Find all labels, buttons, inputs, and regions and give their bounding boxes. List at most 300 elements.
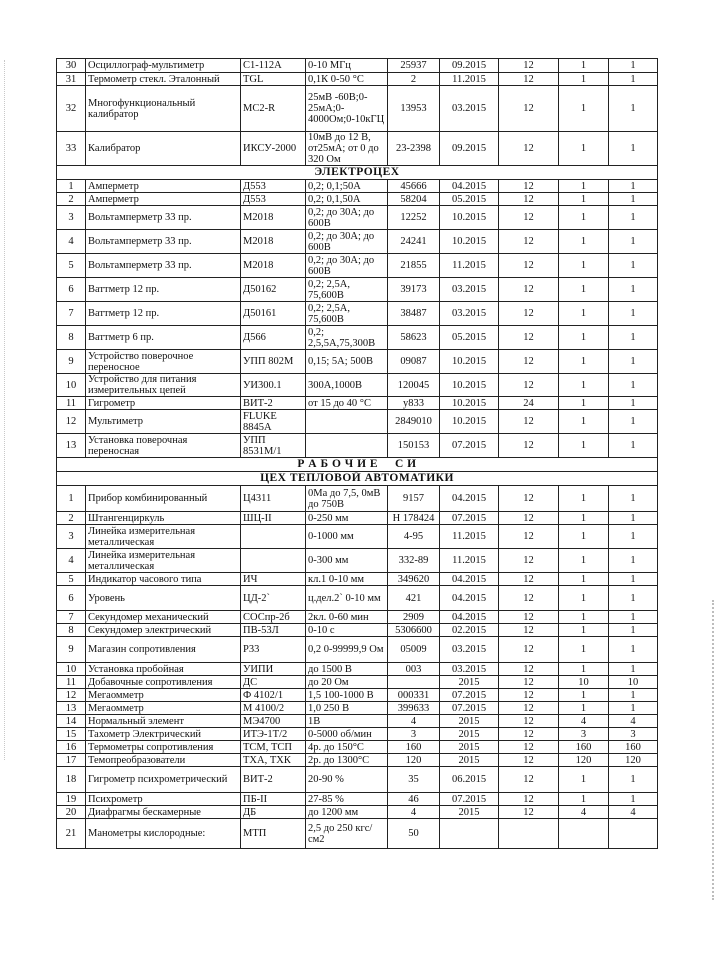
instrument-name: Линейка измерительная металлическая [86,525,241,549]
verification-date: 04.2015 [440,611,499,624]
interval-months [499,819,559,849]
measurement-range: 0,2; 2,5А, 75,600В [306,302,388,326]
table-row [57,486,658,512]
instrument-type: МТП [241,819,306,849]
table-row [57,374,658,397]
verification-date: 03.2015 [440,663,499,676]
instrument-type: ДБ [241,806,306,819]
measurement-range: 2,5 до 250 кгс/см2 [306,819,388,849]
table-row [57,326,658,350]
serial-number: 24241 [388,230,440,254]
instrument-name: Термометры сопротивления [86,741,241,754]
serial-number: 35 [388,767,440,793]
instrument-type: МЭ4700 [241,715,306,728]
measurement-range: 1,0 250 В [306,702,388,715]
interval-months: 12 [499,702,559,715]
quantity-a: 120 [559,754,609,767]
row-number: 8 [57,326,86,350]
table-row [57,793,658,806]
quantity-b: 4 [609,715,658,728]
instrument-type: ПБ-II [241,793,306,806]
measurement-range: 10мВ до 12 В, от25мА; от 0 до 320 Ом [306,132,388,166]
interval-months: 12 [499,73,559,86]
quantity-b: 3 [609,728,658,741]
interval-months: 12 [499,715,559,728]
interval-months: 12 [499,486,559,512]
quantity-a: 1 [559,611,609,624]
quantity-b: 4 [609,806,658,819]
interval-months: 12 [499,180,559,193]
table-row [57,806,658,819]
table-row [57,715,658,728]
measurement-range: 0,2; 2,5,5А,75,300В [306,326,388,350]
table-row [57,230,658,254]
interval-months: 12 [499,586,559,611]
quantity-b [609,819,658,849]
serial-number: 349620 [388,573,440,586]
measurement-range: от 15 до 40 °С [306,397,388,410]
row-number: 21 [57,819,86,849]
serial-number: 003 [388,663,440,676]
interval-months: 12 [499,806,559,819]
interval-months: 12 [499,689,559,702]
quantity-b: 160 [609,741,658,754]
row-number: 30 [57,59,86,73]
measurement-range: 0,2; до 30А; до 600В [306,206,388,230]
verification-date: 04.2015 [440,486,499,512]
quantity-a: 1 [559,193,609,206]
instrument-name: Мегаомметр [86,689,241,702]
table-row [57,193,658,206]
row-number: 32 [57,86,86,132]
row-number: 11 [57,397,86,410]
quantity-a: 1 [559,350,609,374]
quantity-a: 1 [559,86,609,132]
instrument-type: Ф 4102/1 [241,689,306,702]
verification-date: 03.2015 [440,86,499,132]
quantity-a: 1 [559,73,609,86]
interval-months: 12 [499,525,559,549]
instrument-name: Вольтамперметр 33 пр. [86,230,241,254]
row-number: 12 [57,410,86,434]
quantity-b: 1 [609,59,658,73]
row-number: 7 [57,302,86,326]
instrument-type: УПП 8531М/1 [241,434,306,458]
interval-months: 12 [499,132,559,166]
instrument-type: Д50162 [241,278,306,302]
verification-date: 09.2015 [440,132,499,166]
instrument-name: Амперметр [86,180,241,193]
verification-date: 04.2015 [440,180,499,193]
serial-number: 4-95 [388,525,440,549]
row-number: 4 [57,230,86,254]
instrument-type: ДС [241,676,306,689]
instrument-name: Гигрометр психрометрический [86,767,241,793]
serial-number: 5306600 [388,624,440,637]
quantity-b: 1 [609,512,658,525]
measurement-range [306,410,388,434]
instrument-type: FLUKE 8845A [241,410,306,434]
table-row [57,302,658,326]
table-row [57,637,658,663]
instrument-name: Устройство для питания измерительных цепей [86,374,241,397]
serial-number: 21855 [388,254,440,278]
row-number: 12 [57,689,86,702]
serial-number: 2849010 [388,410,440,434]
serial-number: 58204 [388,193,440,206]
instrument-name: Психрометр [86,793,241,806]
verification-date: 10.2015 [440,206,499,230]
row-number: 13 [57,702,86,715]
row-number: 9 [57,637,86,663]
table-row [57,254,658,278]
serial-number: 13953 [388,86,440,132]
serial-number: 160 [388,741,440,754]
table-row [57,180,658,193]
table-row [57,689,658,702]
measurement-range: до 1200 мм [306,806,388,819]
verification-date: 07.2015 [440,434,499,458]
instrument-type: УПП 802М [241,350,306,374]
quantity-b: 1 [609,410,658,434]
measurement-range: до 20 Ом [306,676,388,689]
row-number: 6 [57,278,86,302]
instrument-name: Многофункциональный калибратор [86,86,241,132]
serial-number: 50 [388,819,440,849]
instrument-name: Мегаомметр [86,702,241,715]
measurement-range: 0,2; до 30А; до 600В [306,254,388,278]
measurement-range [306,434,388,458]
table-row [57,86,658,132]
quantity-b: 1 [609,767,658,793]
table-row [57,573,658,586]
interval-months: 12 [499,278,559,302]
quantity-a: 1 [559,278,609,302]
interval-months: 12 [499,549,559,573]
quantity-a: 1 [559,486,609,512]
quantity-b: 1 [609,434,658,458]
measurement-range: кл.1 0-10 мм [306,573,388,586]
quantity-b: 1 [609,624,658,637]
quantity-a: 160 [559,741,609,754]
row-number: 33 [57,132,86,166]
quantity-a: 1 [559,637,609,663]
quantity-b: 1 [609,278,658,302]
table-row [57,278,658,302]
table-row [57,741,658,754]
quantity-b: 1 [609,702,658,715]
table-row [57,767,658,793]
instrument-type: СОСпр-2б [241,611,306,624]
interval-months: 12 [499,611,559,624]
table-row [57,397,658,410]
instrument-type: ИЧ [241,573,306,586]
quantity-b: 1 [609,793,658,806]
document-sheet [56,58,657,849]
instrument-type: ТХА, ТХК [241,754,306,767]
verification-date: 02.2015 [440,624,499,637]
table-row [57,819,658,849]
quantity-a: 1 [559,397,609,410]
verification-date: 11.2015 [440,549,499,573]
instruments-table-body [57,59,658,849]
quantity-b: 1 [609,206,658,230]
verification-date: 04.2015 [440,586,499,611]
quantity-a: 1 [559,206,609,230]
measurement-range: 300А,1000В [306,374,388,397]
quantity-b: 1 [609,193,658,206]
quantity-b: 1 [609,374,658,397]
serial-number: 2909 [388,611,440,624]
instrument-name: Магазин сопротивления [86,637,241,663]
row-number: 9 [57,350,86,374]
row-number: 6 [57,586,86,611]
row-number: 13 [57,434,86,458]
measurement-range: 0-10 с [306,624,388,637]
row-number: 1 [57,486,86,512]
quantity-a: 1 [559,793,609,806]
quantity-b: 1 [609,663,658,676]
instrument-name: Ваттметр 12 пр. [86,278,241,302]
interval-months: 12 [499,624,559,637]
verification-date: 2015 [440,754,499,767]
quantity-a: 1 [559,254,609,278]
verification-date: 11.2015 [440,525,499,549]
measurement-range: 0,15; 5А; 500В [306,350,388,374]
section-workshop [57,472,658,486]
verification-date: 07.2015 [440,793,499,806]
instrument-type: М2018 [241,230,306,254]
serial-number: 4 [388,715,440,728]
measurement-range: 0-1000 мм [306,525,388,549]
instrument-name: Устройство поверочное переносное [86,350,241,374]
interval-months: 12 [499,728,559,741]
row-number: 4 [57,549,86,573]
instrument-name: Мультиметр [86,410,241,434]
row-number: 5 [57,254,86,278]
verification-date: 10.2015 [440,410,499,434]
serial-number: 38487 [388,302,440,326]
quantity-b: 1 [609,573,658,586]
quantity-a: 1 [559,410,609,434]
quantity-b: 1 [609,350,658,374]
serial-number: 09087 [388,350,440,374]
quantity-b: 1 [609,586,658,611]
quantity-a: 4 [559,806,609,819]
instrument-name: Осциллограф-мультиметр [86,59,241,73]
measurement-range: 0-10 МГц [306,59,388,73]
verification-date: 05.2015 [440,326,499,350]
row-number: 17 [57,754,86,767]
table-row [57,754,658,767]
verification-date: 10.2015 [440,350,499,374]
measurement-range: 0-300 мм [306,549,388,573]
measurement-range: 20-90 % [306,767,388,793]
instrument-type: TGL [241,73,306,86]
verification-date: 04.2015 [440,573,499,586]
verification-date [440,819,499,849]
instrument-name: Манометры кислородные: [86,819,241,849]
measurement-range: 2кл. 0-60 мин [306,611,388,624]
serial-number: 150153 [388,434,440,458]
table-row [57,59,658,73]
verification-date: 09.2015 [440,59,499,73]
table-row [57,702,658,715]
instrument-name: Тахометр Электрический [86,728,241,741]
instruments-table [56,58,658,849]
interval-months: 12 [499,741,559,754]
quantity-b: 1 [609,611,658,624]
table-row [57,206,658,230]
serial-number: 23-2398 [388,132,440,166]
quantity-a: 1 [559,586,609,611]
instrument-name: Установка пробойная [86,663,241,676]
instrument-name: Вольтамперметр 33 пр. [86,206,241,230]
verification-date: 07.2015 [440,512,499,525]
section-title: ЭЛЕКТРОЦЕХ [314,166,400,178]
verification-date: 03.2015 [440,302,499,326]
measurement-range: 27-85 % [306,793,388,806]
table-row [57,512,658,525]
instrument-name: Уровень [86,586,241,611]
quantity-b: 1 [609,230,658,254]
instrument-type [241,549,306,573]
interval-months: 12 [499,663,559,676]
instrument-type [241,525,306,549]
table-row [57,350,658,374]
scan-edge-right [704,600,714,900]
instrument-name: Прибор комбинированный [86,486,241,512]
verification-date: 05.2015 [440,193,499,206]
serial-number: 39173 [388,278,440,302]
instrument-type: ШЦ-II [241,512,306,525]
interval-months: 12 [499,230,559,254]
quantity-b: 1 [609,549,658,573]
measurement-range: 0-5000 об/мин [306,728,388,741]
instrument-name: Калибратор [86,132,241,166]
interval-months: 12 [499,254,559,278]
quantity-a: 3 [559,728,609,741]
measurement-range: 0,2; 2,5А, 75,600В [306,278,388,302]
quantity-a: 1 [559,374,609,397]
row-number: 19 [57,793,86,806]
serial-number [388,676,440,689]
verification-date: 2015 [440,715,499,728]
quantity-b: 1 [609,132,658,166]
serial-number: у833 [388,397,440,410]
measurement-range: 0,2; до 30А; до 600В [306,230,388,254]
quantity-a: 1 [559,302,609,326]
instrument-type: М 4100/2 [241,702,306,715]
verification-date: 2015 [440,676,499,689]
verification-date: 07.2015 [440,702,499,715]
instrument-name: Штангенциркуль [86,512,241,525]
interval-months: 12 [499,59,559,73]
section-title: Р А Б О Ч И Е С И [297,458,417,470]
row-number: 18 [57,767,86,793]
quantity-b: 1 [609,254,658,278]
verification-date: 2015 [440,806,499,819]
quantity-a: 10 [559,676,609,689]
interval-months: 12 [499,350,559,374]
serial-number: 3 [388,728,440,741]
quantity-b: 1 [609,397,658,410]
quantity-b: 1 [609,180,658,193]
verification-date: 10.2015 [440,397,499,410]
instrument-name: Ваттметр 6 пр. [86,326,241,350]
serial-number: 25937 [388,59,440,73]
serial-number: 12252 [388,206,440,230]
table-row [57,525,658,549]
quantity-b: 1 [609,486,658,512]
section-working [57,458,658,472]
measurement-range: 0,2 0-99999,9 Ом [306,637,388,663]
quantity-a [559,819,609,849]
measurement-range: 0,2; 0,1,50А [306,193,388,206]
row-number: 14 [57,715,86,728]
instrument-type: М2018 [241,254,306,278]
measurement-range: 2р. до 1300°С [306,754,388,767]
measurement-range: 25мВ -60В;0-25мА;0-4000Ом;0-10кГЦ [306,86,388,132]
row-number: 11 [57,676,86,689]
serial-number: 4 [388,806,440,819]
instrument-type: Ц4311 [241,486,306,512]
row-number: 15 [57,728,86,741]
quantity-a: 1 [559,573,609,586]
measurement-range: 0,1К 0-50 °С [306,73,388,86]
row-number: 3 [57,525,86,549]
quantity-b: 1 [609,689,658,702]
interval-months: 24 [499,397,559,410]
instrument-type: ИКСУ-2000 [241,132,306,166]
verification-date: 11.2015 [440,73,499,86]
scan-edge-left [4,60,6,760]
quantity-b: 1 [609,86,658,132]
interval-months: 12 [499,793,559,806]
quantity-b: 1 [609,302,658,326]
row-number: 8 [57,624,86,637]
quantity-a: 1 [559,180,609,193]
table-row [57,410,658,434]
instrument-type: Д566 [241,326,306,350]
row-number: 2 [57,193,86,206]
serial-number: Н 178424 [388,512,440,525]
instrument-type: УИ300.1 [241,374,306,397]
quantity-a: 1 [559,767,609,793]
quantity-b: 1 [609,73,658,86]
quantity-a: 1 [559,549,609,573]
serial-number: 399633 [388,702,440,715]
table-row [57,586,658,611]
serial-number: 05009 [388,637,440,663]
interval-months: 12 [499,302,559,326]
instrument-type: ИТЭ-1Т/2 [241,728,306,741]
table-row [57,73,658,86]
quantity-a: 1 [559,525,609,549]
interval-months: 12 [499,676,559,689]
interval-months: 12 [499,573,559,586]
verification-date: 03.2015 [440,637,499,663]
serial-number: 9157 [388,486,440,512]
measurement-range: до 1500 В [306,663,388,676]
serial-number: 000331 [388,689,440,702]
verification-date: 11.2015 [440,254,499,278]
instrument-type: ВИТ-2 [241,767,306,793]
interval-months: 12 [499,754,559,767]
instrument-name: Ваттметр 12 пр. [86,302,241,326]
row-number: 10 [57,663,86,676]
interval-months: 12 [499,326,559,350]
